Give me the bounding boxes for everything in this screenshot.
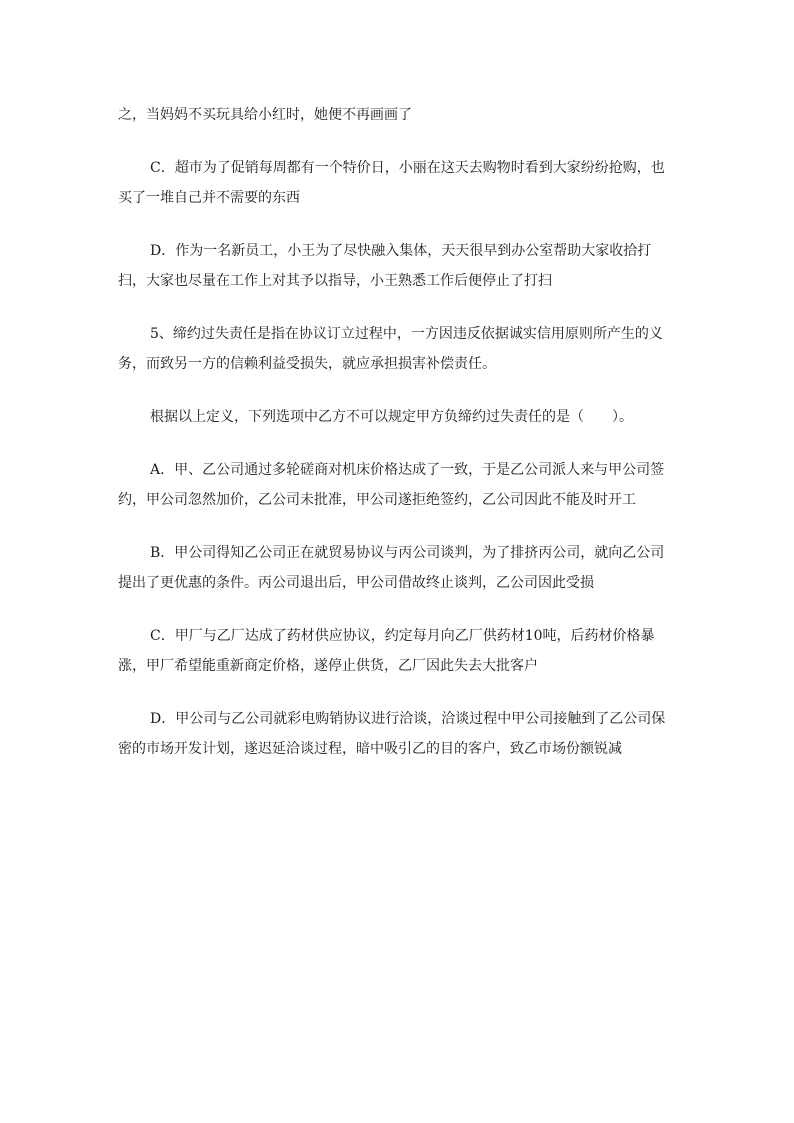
paragraph-gap bbox=[118, 598, 678, 621]
option-d-new-employee: D．作为一名新员工，小王为了尽快融入集体，天天很早到办公室帮助大家收拾打扫，大家也尽量在工作上对其予以指导，小王熟悉工作后便停止了打扫 bbox=[118, 243, 652, 289]
option-c-supermarket: C．超市为了促销每周都有一个特价日，小丽在这天去购物时看到大家纷纷抢购，也买了一堆自己并不需要的东西 bbox=[118, 160, 665, 206]
option-a: A．甲、乙公司通过多轮磋商对机床价格达成了一致，于是乙公司派人来与甲公司签约，甲公司忽然加价，乙公司未批准，甲公司遂拒绝签约，乙公司因此不能及时开工 bbox=[118, 462, 665, 508]
document-body bbox=[118, 100, 678, 764]
paragraph-gap bbox=[118, 432, 678, 455]
option-c: C．甲厂与乙厂达成了药材供应协议，约定每月向乙厂供药材10吨，后药材价格暴涨，甲厂希望能重新商定价格，遂停止供货，乙厂因此失去大批客户 bbox=[118, 628, 655, 674]
paragraph-gap bbox=[118, 213, 678, 236]
question-5-prompt: 根据以上定义，下列选项中乙方不可以规定甲方负缔约过失责任的是（ ）。 bbox=[150, 409, 633, 425]
paragraph-continuation: 之，当妈妈不买玩具给小红时，她便不再画画了 bbox=[118, 107, 412, 123]
paragraph-gap bbox=[118, 130, 678, 153]
option-d: D．甲公司与乙公司就彩电购销协议进行洽谈，洽谈过程中甲公司接触到了乙公司保密的市场开发计划，遂迟延洽谈过程，暗中吸引乙的目的客户，致乙市场份额锐减 bbox=[118, 711, 666, 757]
paragraph-gap bbox=[118, 515, 678, 538]
paragraph-gap bbox=[118, 296, 678, 319]
paragraph-gap bbox=[118, 379, 678, 402]
paragraph-gap bbox=[118, 681, 678, 704]
question-5-definition: 5、缔约过失责任是指在协议订立过程中，一方因违反依据诚实信用原则所产生的义务，而致另一方的信赖利益受损失，就应承担损害补偿责任。 bbox=[118, 326, 663, 372]
option-b: B．甲公司得知乙公司正在就贸易协议与丙公司谈判，为了排挤丙公司，就向乙公司提出了更优惠的条件。丙公司退出后，甲公司借故终止谈判，乙公司因此受损 bbox=[118, 545, 665, 591]
